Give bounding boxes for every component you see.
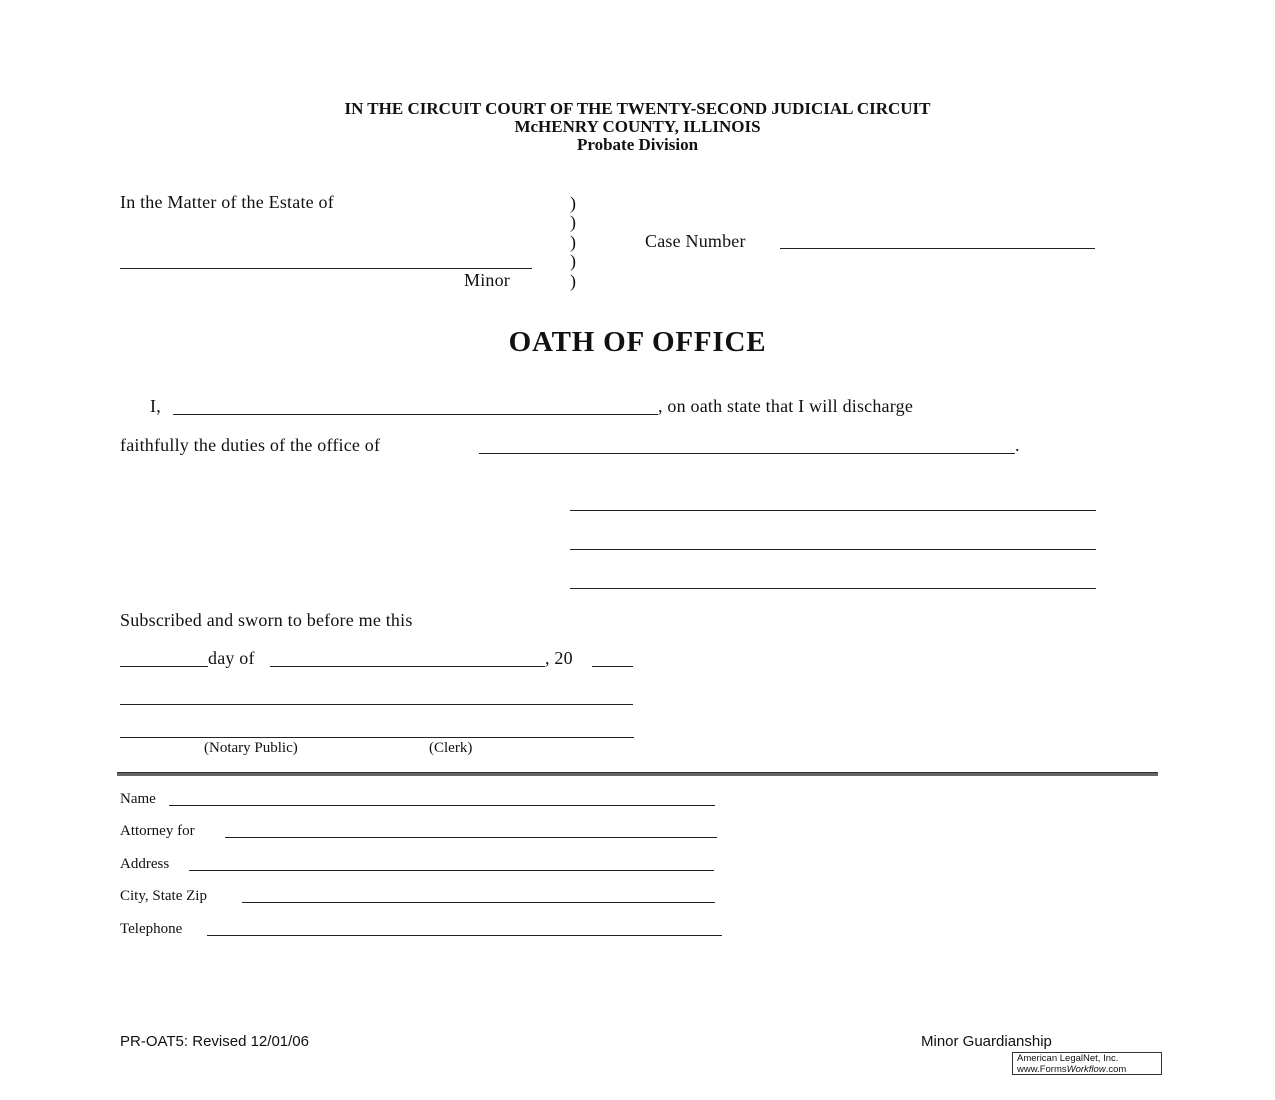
document-title: OATH OF OFFICE	[508, 326, 767, 358]
court-header-line1: IN THE CIRCUIT COURT OF THE TWENTY-SECOND JUDICIAL CIRCUIT	[344, 99, 931, 118]
jurat-year-field[interactable]	[592, 652, 633, 667]
court-header-county: McHENRY COUNTY, ILLINOIS	[514, 117, 761, 136]
signature-line-2[interactable]	[570, 535, 1096, 550]
jurat-day-field[interactable]	[120, 652, 208, 667]
address-field[interactable]	[189, 857, 714, 871]
case-number-field[interactable]	[780, 234, 1095, 249]
telephone-field[interactable]	[207, 922, 722, 936]
affiant-name-field[interactable]	[173, 400, 658, 415]
publisher-url[interactable]	[1017, 1065, 1161, 1076]
office-period: .	[1015, 435, 1020, 455]
caption-paren: )	[570, 232, 576, 252]
address-label: Address	[120, 856, 170, 872]
attorney-for-label: Attorney for	[120, 823, 195, 839]
estate-name-field[interactable]	[120, 254, 532, 269]
caption-paren: )	[570, 212, 576, 232]
section-divider	[117, 772, 1158, 776]
form-id: PR-OAT5: Revised 12/01/06	[120, 1033, 309, 1050]
publisher-url-part: www.Forms	[1017, 1063, 1067, 1075]
publisher-url-part: Workflow	[1066, 1063, 1106, 1075]
court-header-division: Probate Division	[576, 135, 699, 154]
oath-statement: , on oath state that I will discharge	[658, 396, 914, 416]
subscribed-sworn-text: Subscribed and sworn to before me this	[120, 610, 413, 630]
office-field[interactable]	[479, 439, 1015, 454]
caption-paren: )	[570, 193, 576, 213]
signature-line-3[interactable]	[570, 574, 1096, 589]
oath-prefix: I,	[150, 396, 161, 416]
attorney-name-field[interactable]	[169, 792, 715, 806]
notary-public-label: (Notary Public)	[204, 740, 298, 756]
telephone-label: Telephone	[120, 921, 183, 937]
minor-label: Minor	[464, 270, 510, 290]
case-number-label: Case Number	[645, 231, 746, 251]
signature-line-1[interactable]	[570, 496, 1096, 511]
attorney-name-label: Name	[120, 791, 156, 807]
year-prefix: , 20	[545, 648, 573, 668]
day-of-label: day of	[208, 648, 255, 668]
publisher-url-part: .com	[1105, 1063, 1127, 1075]
office-duties-text: faithfully the duties of the office of	[120, 435, 381, 455]
clerk-label: (Clerk)	[429, 740, 473, 756]
form-category: Minor Guardianship	[921, 1033, 1052, 1050]
caption-paren: )	[570, 251, 576, 271]
matter-label: In the Matter of the Estate of	[120, 192, 334, 212]
publisher-name: American LegalNet, Inc.	[1017, 1053, 1119, 1064]
jurat-month-field[interactable]	[270, 652, 545, 667]
attorney-for-field[interactable]	[225, 824, 717, 838]
notary-signature-line-2[interactable]	[120, 737, 634, 738]
city-state-zip-label: City, State Zip	[120, 888, 207, 904]
publisher-badge	[1012, 1052, 1162, 1075]
notary-signature-line-1[interactable]	[120, 704, 633, 705]
caption-paren: )	[570, 271, 576, 291]
city-state-zip-field[interactable]	[242, 889, 715, 903]
